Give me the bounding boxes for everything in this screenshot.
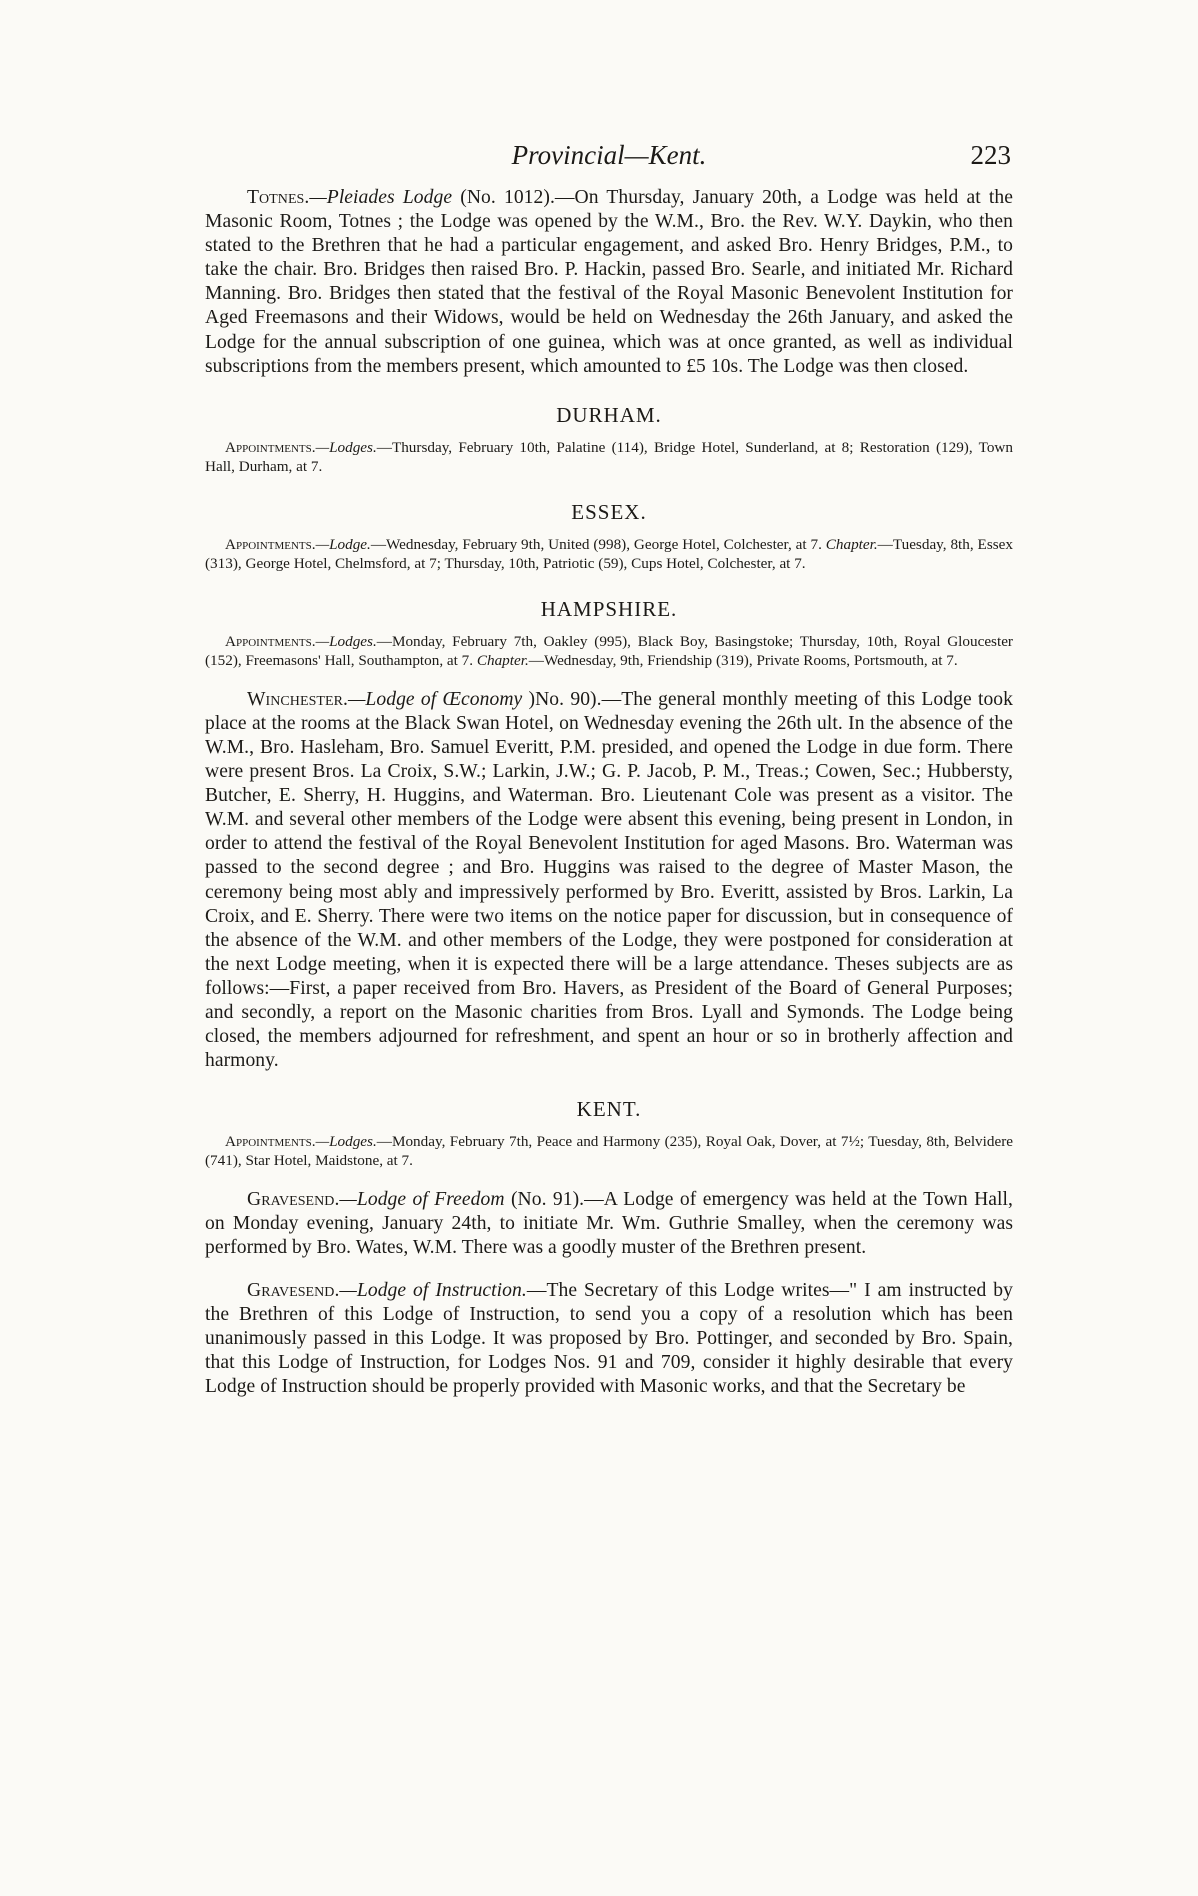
- appointments-hampshire: [205, 632, 1013, 670]
- appointments-lodges-label: —Lodges.: [315, 1133, 377, 1151]
- place-name: Totnes.: [247, 187, 310, 208]
- gravesend-freedom-paragraph: [205, 1188, 1013, 1260]
- appointments-kent: [205, 1132, 1013, 1170]
- appointments-text: —Wednesday, 9th, Friendship (319), Private Rooms, Portsmouth, at 7.: [528, 651, 958, 669]
- page-number: 223: [970, 140, 1011, 170]
- appointments-text: —Monday, February 7th, Oakley (995), Black Boy, Basingstoke; Thursday, 10th, Royal Gloucester (152), Freemasons' Hall, Southampton, at 7.: [205, 632, 1013, 669]
- running-header: [205, 140, 1013, 186]
- appointments-durham: [205, 438, 1013, 476]
- section-heading-durham: DURHAM.: [556, 402, 662, 427]
- place-name: Winchester.: [247, 688, 348, 710]
- paragraph-text: )No. 90).—The general monthly meeting of this Lodge took place at the rooms at the Black Swan Hotel, on Wednesday evening the 26th ult. In the absence of the W.M., Bro. Hasleham, Bro. Samuel Everitt, P.M. presided, and opened the Lodge in due form. There were present Bros. La Croix, S.W.; Larkin, J.W.; G. P. Jacob, P. M., Treas.; Cowen, Sec.; Hubbersty, Butcher, E. Sherry, H. Huggins, and Waterman. Bro. Lieutenant Cole was present as a visitor. The W.M. and several other members of the Lodge were absent this evening, being present in London, in order to attend the festival of the Royal Benevolent Institution for aged Masons. Bro. Waterman was passed to the second degree ; and Bro. Huggins was raised to the degree of Master Mason, the ceremony being most ably and impressively performed by Bro. Everitt, assisted by Bros. Larkin, La Croix, and E. Sherry. There were two items on the notice paper for discussion, but in consequence of the absence of the W.M. and other members of the Lodge, they were postponed for consideration at the next Lodge meeting, when it is expected there will be a large attendance. Theses subjects are as follows:—First, a paper received from Bro. Havers, as President of the Board of General Purposes; and secondly, a report on the Masonic charities from Bros. Lyall and Symonds. The Lodge being closed, the members adjourned for refreshment, and spent an hour or so in brotherly affection and harmony.: [205, 688, 1013, 1072]
- appointments-chapter-label: Chapter.: [473, 651, 529, 669]
- appointments-lodges-label: —Lodges.: [315, 632, 377, 650]
- lodge-name: —Pleiades Lodge: [309, 187, 453, 208]
- section-heading-hampshire: HAMPSHIRE.: [540, 596, 678, 621]
- appointments-text: —Tuesday, 8th, Essex (313), George Hotel, Chelmsford, at 7; Thursday, 10th, Patriotic (59), Cups Hotel, Colchester, at 7.: [205, 535, 1013, 572]
- appointments-chapter-label: Chapter.: [821, 535, 878, 553]
- appointments-label: Appointments.: [225, 1133, 316, 1151]
- appointments-essex: [205, 535, 1013, 573]
- lodge-name: —Lodge of Instruction.: [339, 1279, 527, 1301]
- running-title: Provincial—Kent.: [511, 140, 707, 170]
- paragraph-text: —The Secretary of this Lodge writes—" I am instructed by the Brethren of this Lodge of Instruction, to send you a copy of a resolution which has been unanimously passed in this Lodge. It was proposed by Bro. Pottinger, and seconded by Bro. Spain, that this Lodge of Instruction, for Lodges Nos. 91 and 709, consider it highly desirable that every Lodge of Instruction should be properly provided with Masonic works, and that the Secretary be: [205, 1279, 1013, 1397]
- appointments-text: —Thursday, February 10th, Palatine (114), Bridge Hotel, Sunderland, at 8; Restoration (129), Town Hall, Durham, at 7.: [205, 438, 1013, 475]
- place-name: Gravesend.: [247, 1189, 340, 1211]
- place-name: Gravesend.: [247, 1279, 340, 1301]
- winchester-paragraph: [205, 688, 1013, 1074]
- totnes-paragraph: [205, 186, 1013, 379]
- gravesend-instruction-paragraph: [205, 1279, 1013, 1399]
- paragraph-text: (No. 91).—A Lodge of emergency was held at the Town Hall, on Monday evening, January 24th, to initiate Mr. Wm. Guthrie Smalley, when the ceremony was performed by Bro. Wates, W.M. There was a goodly muster of the Brethren present.: [205, 1189, 1013, 1259]
- appointments-text: —Monday, February 7th, Peace and Harmony (235), Royal Oak, Dover, at 7½; Tuesday, 8th, Belvidere (741), Star Hotel, Maidstone, at 7.: [205, 1133, 1013, 1170]
- appointments-label: Appointments.: [225, 632, 316, 650]
- appointments-lodges-label: —Lodges.: [315, 438, 377, 456]
- section-heading-essex: ESSEX.: [571, 499, 647, 524]
- appointments-lodge-label: —Lodge.: [315, 535, 371, 553]
- appointments-label: Appointments.: [225, 438, 316, 456]
- section-heading-kent: KENT.: [576, 1097, 642, 1122]
- appointments-text: —Wednesday, February 9th, United (998), George Hotel, Colchester, at 7.: [370, 535, 822, 553]
- appointments-label: Appointments.: [225, 535, 316, 553]
- document-page: [205, 140, 1013, 1399]
- lodge-name: —Lodge of Freedom: [339, 1189, 505, 1211]
- paragraph-text: (No. 1012).—On Thursday, January 20th, a Lodge was held at the Masonic Room, Totnes ; the Lodge was opened by the W.M., Bro. the Rev. W.Y. Daykin, who then stated to the Brethren that he had a particular engagement, and asked Bro. Henry Bridges, P.M., to take the chair. Bro. Bridges then raised Bro. P. Hackin, passed Bro. Searle, and initiated Mr. Richard Manning. Bro. Bridges then stated that the festival of the Royal Masonic Benevolent Institution for Aged Freemasons and their Widows, would be held on Wednesday the 26th January, and asked the Lodge for the annual subscription of one guinea, which was at once granted, as well as individual subscriptions from the members present, which amounted to £5 10s. The Lodge was then closed.: [205, 187, 1014, 377]
- lodge-name: —Lodge of Œconomy: [347, 688, 523, 710]
